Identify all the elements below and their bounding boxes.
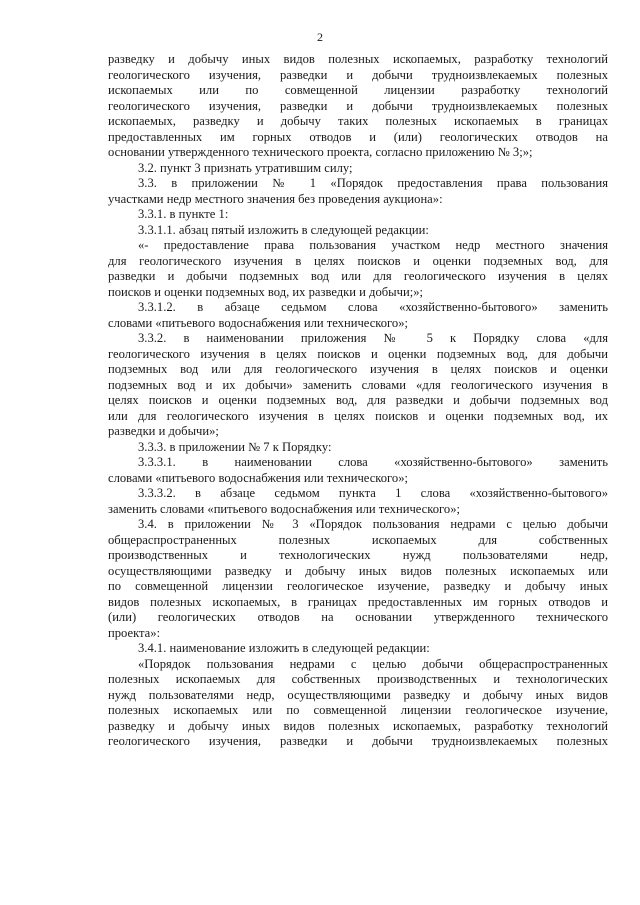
text-line: геологического изучения в целях поисков и оценки подземных вод, для добычи [108, 346, 608, 361]
text-line: предоставленных им горных отводов и (или) геологических отводов на [108, 129, 608, 144]
text-line: осуществляющими разведку и добычу иных видов полезных ископаемых или [108, 563, 608, 578]
text-line: разведку и добычу иных видов полезных ископаемых, разработку технологий [108, 718, 608, 733]
text-line: 3.3.2. в наименовании приложения № 5 к Порядку слова «для [138, 331, 608, 345]
text-line: словами «питьевого водоснабжения или технического»; [108, 470, 408, 485]
text-line: (или) геологических отводов на основании утвержденного технического [108, 610, 608, 624]
text-line: разведку и добычу иных видов полезных ископаемых, разработку технологий [108, 52, 608, 66]
text-line: по совмещенной лицензии геологическое изучение, разведку и добычу иных [108, 579, 608, 593]
text-line: поисков и оценки подземных вод, их разведки и добычи;»; [108, 284, 423, 299]
text-line: полезных ископаемых или по совмещенной лицензии геологическое изучение, [108, 703, 608, 717]
text-line: или для геологического изучения в целях поисков и оценки подземных вод, их [108, 408, 608, 423]
text-line: 3.3. в приложении № 1 «Порядок предоставления права пользования [138, 176, 608, 190]
text-line: 3.3.1.1. абзац пятый изложить в следующей редакции: [138, 222, 429, 237]
text-line: разведки и добычи подземных вод или для геологического изучения в целях [108, 269, 608, 283]
text-line: ископаемых или по совмещенной лицензии разработку технологий [108, 83, 608, 97]
document-body [108, 52, 608, 750]
text-line: «- предоставление права пользования участком недр местного значения [138, 238, 608, 252]
text-line: для геологического изучения в целях поисков и оценки подземных вод, для [108, 253, 608, 268]
text-line: разведки и добычи»; [108, 424, 219, 438]
text-line: подземных вод и их добычи» заменить словами «для геологического изучения в [108, 377, 608, 392]
text-line: 3.4.1. наименование изложить в следующей редакции: [138, 641, 430, 655]
text-line: ископаемых, разведку и добычу таких полезных ископаемых в границах [108, 114, 608, 128]
text-line: «Порядок пользования недрами с целью добычи общераспространенных [138, 656, 608, 671]
text-line: 3.3.1. в пункте 1: [138, 207, 229, 221]
text-line: общераспространенных полезных ископаемых для собственных [108, 532, 608, 547]
text-line: словами «питьевого водоснабжения или технического»; [108, 315, 408, 330]
text-line: 3.3.3. в приложении № 7 к Порядку: [138, 439, 332, 454]
page-number: 2 [317, 30, 323, 44]
text-line: основании утвержденного технического проекта, согласно приложению № 3;»; [108, 145, 533, 159]
text-line: заменить словами «питьевого водоснабжения или технического»; [108, 501, 460, 516]
text-line: целях поисков и оценки подземных вод, для разведки и добычи подземных вод [108, 393, 608, 407]
text-line: 3.2. пункт 3 признать утратившим силу; [138, 160, 353, 175]
text-line: видов полезных ископаемых, в границах предоставленных им горных отводов и [108, 594, 608, 609]
text-line: 3.3.3.2. в абзаце седьмом пункта 1 слова «хозяйственно-бытового» [138, 486, 608, 500]
text-line: геологического изучения, разведки и добычи трудноизвлекаемых полезных [108, 98, 608, 113]
text-line: 3.3.1.2. в абзаце седьмом слова «хозяйственно-бытового» заменить [138, 300, 608, 314]
text-line: нужд пользователями недр, осуществляющими разведку и добычу иных видов [108, 687, 608, 702]
text-line: 3.4. в приложении № 3 «Порядок пользования недрами с целью добычи [138, 517, 608, 531]
text-line: геологического изучения, разведки и добычи трудноизвлекаемых полезных [108, 734, 608, 748]
text-line: 3.3.3.1. в наименовании слова «хозяйственно-бытового» заменить [138, 455, 608, 469]
text-line: полезных ископаемых для собственных производственных и технологических [108, 672, 608, 686]
text-line: подземных вод или для геологического изучения в целях поисков и оценки [108, 362, 608, 376]
text-line: производственных и технологических нужд пользователями недр, [108, 548, 608, 562]
text-line: проекта»: [108, 625, 161, 640]
text-line: геологического изучения, разведки и добычи трудноизвлекаемых полезных [108, 67, 608, 82]
text-line: участками недр местного значения без проведения аукциона»: [108, 191, 443, 206]
